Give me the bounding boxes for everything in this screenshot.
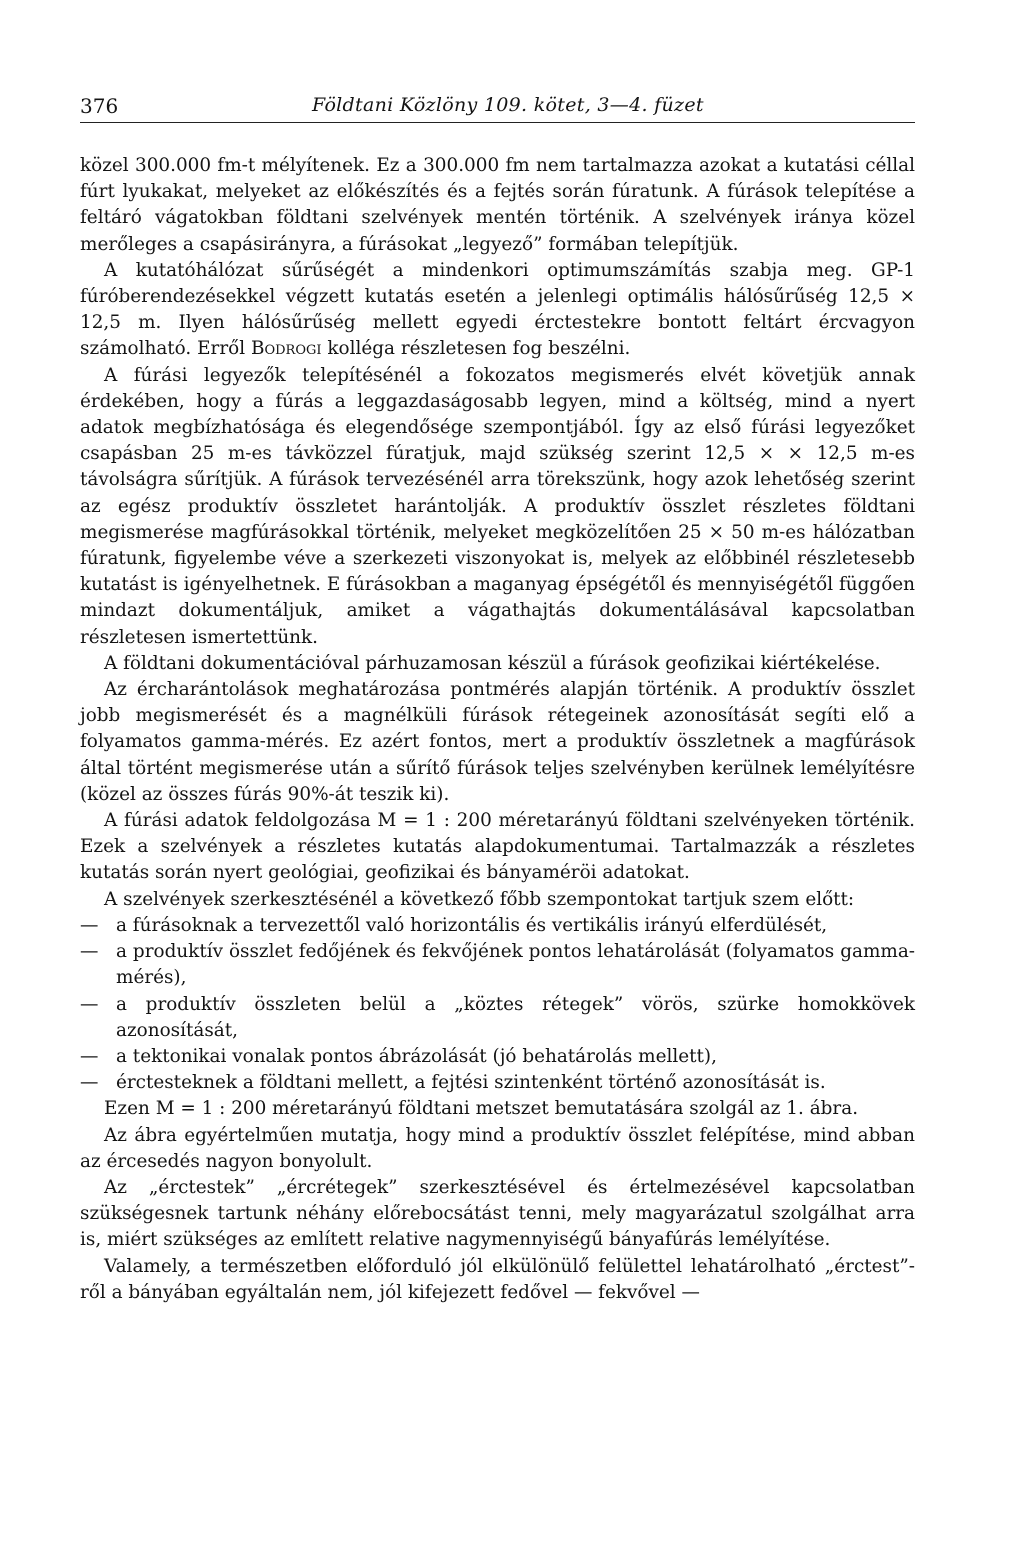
list-item-text: a fúrásoknak a tervezettől való horizontális és vertikális irányú elferdülését, (116, 914, 828, 936)
paragraph: Az ábra egyértelműen mutatja, hogy mind a produktív összlet felépítése, mind abban az ércesedés nagyon bonyolult. (80, 1124, 915, 1172)
paragraph: Ezen M = 1 : 200 méretarányú földtani metszet bemutatására szolgál az 1. ábra. (104, 1098, 859, 1120)
paragraph: A fúrási adatok feldolgozása M = 1 : 200 méretarányú földtani szelvényeken történik. Ezek a szelvények a részletes kutatás alapdokumentumai. Tartalmazzák a részletes kutatás során nyert geológiai, geofizikai és bányaméröi adatokat. (80, 810, 915, 884)
article-body (80, 153, 915, 1306)
list-item-text: a produktív összlet fedőjének és fekvőjének pontos lehatárolását (folyamatos gamma-mérés), (116, 941, 915, 989)
list-item (80, 913, 915, 939)
paragraph: Valamely, a természetben előforduló jól elkülönülő felülettel lehatárolható „érctest”-ről a bányában egyáltalán nem, jól kifejezett fedővel — fekvővel — (80, 1255, 915, 1303)
list-item (80, 992, 915, 1044)
dash-marker: — (80, 914, 99, 936)
author-name: Bodrogi (250, 338, 322, 360)
paragraph-text: A kutatóhálózat sűrűségét a mindenkori optimumszámítás szabja meg. GP-1 fúróberendezésekkel végzett kutatás esetén a jelenlegi optimális hálósűrűség 12,5 × 12,5 m. Ilyen hálósűrűség mellett egyedi érctestekre bontott feltárt ércvagyon számolható. Erről (80, 259, 915, 360)
list-item-text: a tektonikai vonalak pontos ábrázolását (jó behatárolás mellett), (116, 1045, 717, 1067)
paragraph: A fúrási legyezők telepítésénél a fokozatos megismerés elvét követjük annak érdekében, hogy a fúrás a leggazdaságosabb legyen, mind a költség, mind a nyert adatok megbízhatósága és elegendősége szempontjából. Így az első fúrási legyezőket csapásban 25 m-es távközzel fúratjuk, majd szükség szerint 12,5 × × 12,5 m-es távolságra sűrítjük. A fúrások tervezésénél arra törekszünk, hogy azok lehetőség szerint az egész produktív összletet harántolják. A produktív összlet részletes földtani megismerése magfúrásokkal történik, melyeket megközelítően 25 × 50 m-es hálózatban fúratunk, figyelembe véve a szerkezeti viszonyokat is, melyek az előbbinél részletesebb kutatást is igényelhetnek. E fúrásokban a maganyag épségétől és mennyiségétől függően mindazt dokumentáljuk, amiket a vágathajtás dokumentálásával kapcsolatban részletesen ismertettünk. (80, 364, 915, 648)
list-item (80, 939, 915, 991)
list-item (80, 1070, 915, 1096)
page-number: 376 (80, 94, 119, 118)
list-item-text: a produktív összleten belül a „köztes rétegek” vörös, szürke homokkövek azonosítását, (116, 993, 915, 1041)
page (80, 92, 915, 1306)
dash-marker: — (80, 1045, 99, 1067)
list-item (80, 1044, 915, 1070)
paragraph: A szelvények szerkesztésénél a következő főbb szempontokat tartjuk szem előtt: (104, 888, 855, 910)
paragraph: Az ércharántolások meghatározása pontmérés alapján történik. A produktív összlet jobb megismerését és a magnélküli fúrások rétegeinek azonosítását segíti elő a folyamatos gamma-mérés. Ez azért fontos, mert a produktív összletnek a magfúrások által történt megismerése után a sűrítő fúrások teljes szelvényben kerülnek lemélyítésre (közel az összes fúrás 90%-át teszik ki). (80, 679, 915, 805)
dash-marker: — (80, 993, 99, 1015)
dash-marker: — (80, 1072, 99, 1094)
criteria-list (80, 913, 915, 1096)
paragraph: A földtani dokumentációval párhuzamosan készül a fúrások geofizikai kiértékelése. (104, 652, 881, 674)
paragraph (80, 258, 915, 363)
running-title: Földtani Közlöny 109. kötet, 3—4. füzet (312, 94, 704, 116)
paragraph-text: kolléga részletesen fog beszélni. (327, 338, 631, 360)
paragraph: közel 300.000 fm-t mélyítenek. Ez a 300.000 fm nem tartalmazza azokat a kutatási céllal fúrt lyukakat, melyeket az előkészítés és a fejtés során fúratunk. A fúrások telepítése a feltáró vágatokban földtani szelvények mentén történik. A szelvények iránya közel merőleges a csapásirányra, a fúrásokat „legyező” formában telepítjük. (80, 155, 915, 255)
paragraph: Az „érctestek” „ércrétegek” szerkesztésével és értelmezésével kapcsolatban szükségesnek tartunk néhány előrebocsátást tenni, mely magyarázatul szolgálhat arra is, miért szükséges az említett relative nagymennyiségű bányafúrás lemélyítése. (80, 1176, 915, 1251)
dash-marker: — (80, 941, 99, 963)
list-item-text: érctesteknek a földtani mellett, a fejtési szintenként történő azonosítását is. (116, 1072, 826, 1094)
page-header (80, 92, 915, 123)
